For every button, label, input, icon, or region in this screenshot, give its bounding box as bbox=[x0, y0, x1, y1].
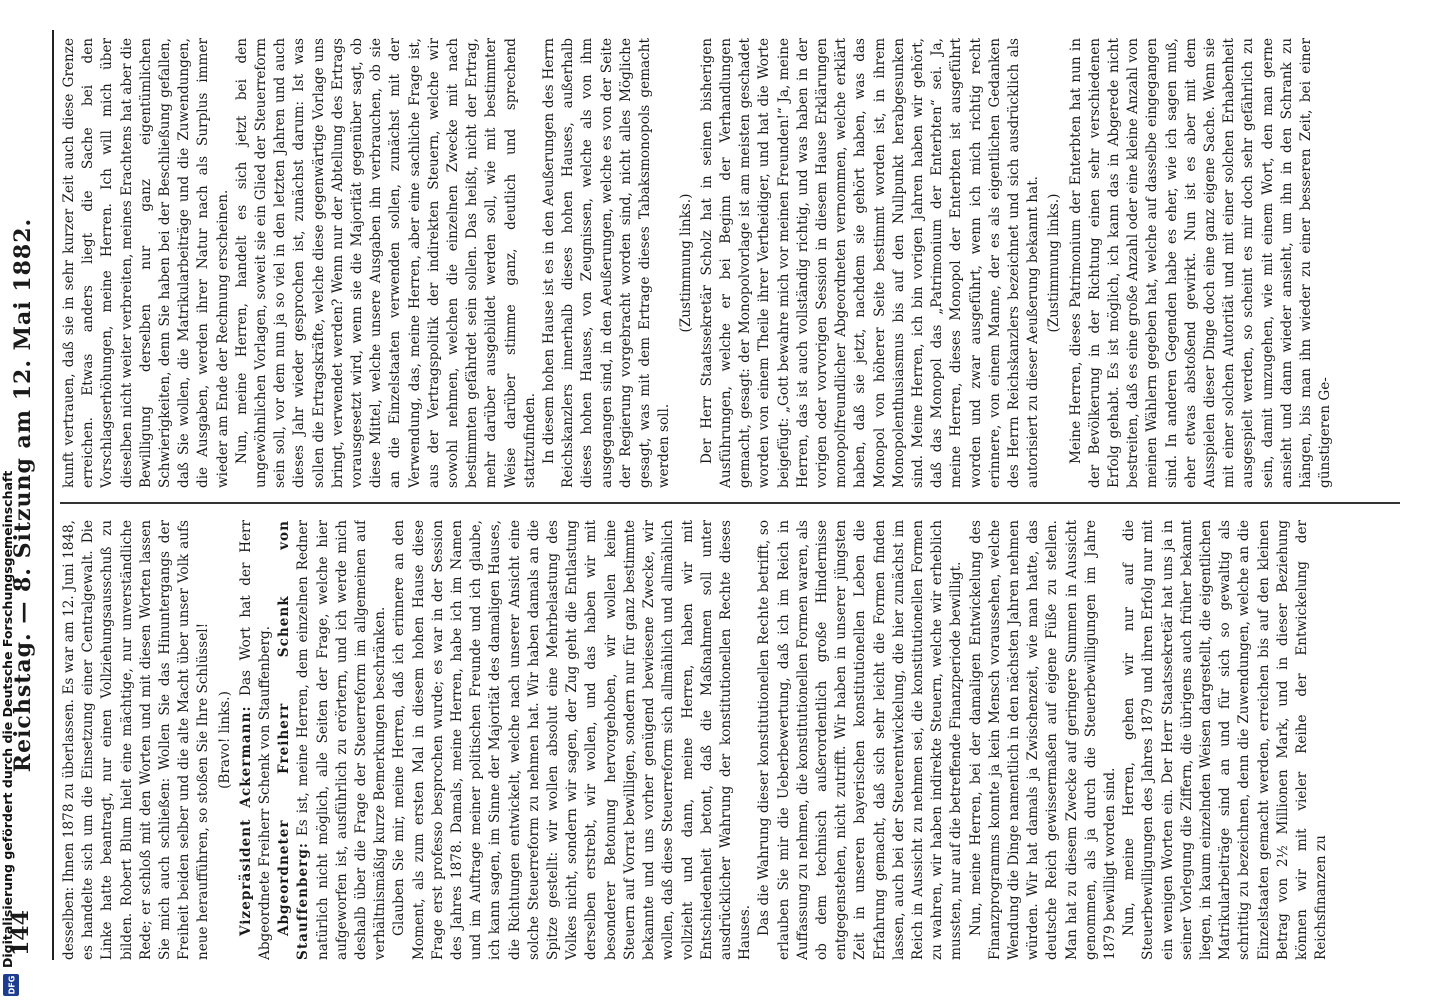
paragraph bbox=[390, 520, 755, 960]
paragraph bbox=[60, 38, 233, 488]
paragraph bbox=[60, 520, 214, 960]
column-divider bbox=[60, 502, 1400, 504]
stage-direction: (Bravo! links.) bbox=[216, 691, 233, 789]
paragraph-text: Nun, meine Herren, gehen wir nur auf die Steuerbewilligungen des Jahres 1879 und ihren Erfolg nur mit ein wenigen Worten ein. Der Herr Staatssekretär hat uns ja in seiner Vorlegung die Ziffern, die übrigens auch früher bekannt liegen, in kaum einzelnden Weisen dargestellt, die eigentlichen Matrikularbeiträge sind an und für sich so gewaltig als schrittig zu bezeichnen, denn die Zuwendungen, welche an die Einzelstaaten gemacht werden, erreichen bis auf den kleinen Betrag von 2½ Millionen Mark, und in dieser Beziehung können wir mit vieler Reihe der Entwickelung der Reichsfinanzen zu bbox=[1121, 520, 1330, 960]
speaker-name: Abgeordneter Freiherr Schenk von Stauffenberg: bbox=[276, 520, 312, 960]
paragraph-text: Meine Herren, dieses Patrimonium der Enterbten hat nun in der Bevölkerung in der Richtung einen sehr verschiedenen Erfolg gehabt. Es ist möglich, ich kann das in Abgerede nicht bestreiten, daß es eine große Anzahl oder eine kleine Anzahl von meinen Wählern gegeben hat, welche auf dasselbe eingegangen sind. In anderen Gegenden habe es eher, wie ich sagen muß, eher etwas abstoßend gewirkt. Nun ist es aber mit dem Ausspielen dieser Dinge doch eine ganz eigene Sache. Wenn sie mit einer solchen Autorität und mit einer solchen Erhabenheit ausgespielt werden, so scheint es mir doch sehr gefährlich zu sein, damit umzugehen, wie mit einem Wort, den man gerne ansieht und dann wieder ansieht, um ihn in den Schrank zu hängen, bis man ihn wieder zu einer besseren Zeit, bei einer günstigeren Ge- bbox=[1067, 38, 1334, 488]
dfg-logo bbox=[3, 974, 19, 996]
paragraph-text: Glauben Sie mir, meine Herren, daß ich erinnere an den Moment, als zum ersten Mal in diesem hohen Hause diese Frage erst professo besprochen wurde; es war in der Session des Jahres 1878. Damals, meine Herren, habe ich im Namen und im Auftrage meiner politischen Freunde und ich glaube, ich kann sagen, im Sinne der Majorität des damaligen Hauses, die Richtungen entwickelt, welche nach unserer Ansicht eine solche Steuerreform zu nehmen hat. Wir haben damals an die Spitze gestellt: wir wollen absolut eine Mehrbelastung des Volkes nicht, sondern wir sagen, der Zug geht die Entlastung derselben erstrebt, wir wollen, und das haben wir mit besonderer Betonung hervorgehoben, wir wollen keine Steuern auf Vorrat bewilligen, sondern nur für ganz bestimmte bekannte und uns vorher genügend bewiesene Zwecke, wir wollen, daß diese Steuerreform sich allmählich und allmählich vollzieht und dann, meine Herren, haben wir mit Entschiedenheit betont, daß die Maßnahmen soll unter ausdrücklicher Wahrung der konstitutionellen Rechte dieses Hauses. bbox=[391, 520, 754, 960]
paragraph-text: Nun, meine Herren, handelt es sich jetzt bei den ungewöhnlichen Vorlagen, soweit sie ein Glied der Steuerreform sein soll, vor dem nun ja so viel in den letzten Jahren und auch dieses Jahr wieder gesprochen ist, zunächst darum: Ist was sollen die Ertragskräfte, welche diese gegenwärtige Vorlage uns bringt, verwendet werden? Wenn nur der Abtellung des Ertrags vorausgesetzt wird, wenn sie die Majorität gegenüber sagt, ob diese Mittel, welche unsere Ausgaben ihn verbrauchen, ob sie an die Einzelstaaten verwenden sollen, zunächst mit der Verwendung, das, meine Herren, aber eine sachliche Frage ist, aus der Vertragspolitik der indirekten Steuern, welche wir sowohl nehmen, welchen die einzelnen Zwecke mit nach bestimmten gefährdet sein sollen. Das heißt, nicht der Ertrag, mehr darüber ausgebildet werden soll, wie mit bestimmter Weise darüber stimme ganz, deutlich und sprechend stattzufinden. bbox=[233, 38, 538, 488]
paragraph-text: kunft vertrauen, daß sie in sehr kurzer Zeit auch diese Grenze erreichen. Etwas anders liegt die Sache bei den Vorschlagserhöhungen, meine Herren. Ich will mich über dieselben nicht weiter verbreiten, meines Erachtens hat aber die Bewilligung derselben nur ganz eigentümlichen Schwierigkeiten, denn Sie haben bei der Beschließung gefallen, daß Sie wollen, die Matrikularbeiträge und die Zuwendungen, die Ausgaben, werden ihrer Natur nach als Surplus immer wieder am Ende der Rechnung erscheinen. bbox=[61, 38, 231, 488]
paragraph-text: Das Wort hat der Herr Abgeordnete Freiherr Schenk von Stauffenberg. bbox=[237, 520, 274, 960]
dfg-logo-text: DFG bbox=[7, 975, 17, 995]
paragraph-text: Nun, meine Herren, bei der damaligen Entwickelung des Finanzprogramms konnte ja kein Mensch voraussehen, welche Wendung die Dinge namentlich in den nächsten Jahren nehmen würden. Wir hat damals ja Zwischenzeit, wie man hatte, das deutsche Reich gewissermaßen auf eigene Füße zu stellen. Man hat zu diesem Zwecke auf geringere Summen in Aussicht genommen, als ja durch die Steuerbewilligungen im Jahre 1879 bewilligt worden sind. bbox=[967, 520, 1118, 960]
stage-direction: (Zustimmung links.) bbox=[677, 193, 694, 333]
paragraph bbox=[698, 38, 1044, 488]
running-head: Reichstag. — 8. Sitzung am 12. Mai 1882. bbox=[10, 217, 36, 773]
paragraph-text: Es ist, meine Herren, dem einzelnen Redner natürlich nicht möglich, alle Seiten der Frage, welche hier aufgeworfen ist, ausführlich zu erörtern, und ich werde mich deshalb über die Frage der Steuerreform im allgemeinen auf verhältnismäßig kurze Bemerkungen beschränken. bbox=[295, 520, 389, 960]
paragraph bbox=[275, 520, 390, 960]
paragraph bbox=[237, 520, 275, 960]
digitization-footer bbox=[0, 0, 20, 1000]
page-number: 144 bbox=[8, 910, 34, 956]
paragraph bbox=[1067, 38, 1336, 488]
header-rule bbox=[52, 30, 54, 960]
text-column-right bbox=[60, 38, 1400, 488]
paragraph-text: In diesem hohen Hause ist es in den Aeußerungen des Herrn Reichskanzlers innerhalb dieses hohen Hauses, außerhalb dieses hohen Hauses, von Zeugnissen, welche als von ihm ausgegangen sind, in den Aeußerungen, welche es von der Seite der Regierung vorgebracht worden sind, nicht alles Mögliche gesagt, was mit dem Ertrage dieses Tabaksmonopols gemacht werden soll. bbox=[541, 38, 673, 488]
stage-direction: (Zustimmung links.) bbox=[1046, 193, 1063, 333]
speaker-name: Vizepräsident Ackermann: bbox=[237, 705, 254, 936]
paragraph bbox=[755, 520, 966, 960]
paragraph bbox=[233, 38, 540, 488]
paragraph-text: desselben: Ihnen 1878 zu überlassen. Es war am 12. Juni 1848, es handelte sich um die Einsetzung einer Centralgewalt. Die Linke hatte beantragt, nur einen Vollziehungsausschuß zu bilden. Robert Blum hielt eine mächtige, nur unverständliche Rede; er schloß mit den Worten und mit diesen Worten lassen Sie mich auch schließen: Wollen Sie das Hinuntergangs der Freiheit beiden selber und die alte Macht über unser Volk aufs neue heraufführen, so stoßen Sie Ihre Schlüssel! bbox=[61, 520, 212, 960]
paragraph-text: Der Herr Staatssekretär Scholz hat in seinen bisherigen Ausführungen, welche er bei Beginn der Verhandlungen gemacht, gesagt: der Monopolvorlage ist am meisten geschadet worden von einem Theile ihrer Vertheidiger, und hat die Worte beigefügt: „Gott bewahre mich vor meinen Freunden!“ Ja, meine Herren, das ist auch vollständig richtig, und was haben in der vorigen oder vorvorigen Session in diesem Hause Erklärungen monopolfreundlicher Abgeordneten vernommen, welche erklärt haben, daß sie jetzt, nachdem sie gehört haben, was das Monopol von höherer Seite bestimmt worden ist, in ihrem Monopolenthusiasmus bis auf den Nullpunkt herabgesunken sind. Meine Herren, ich bin vorigen Jahren haben wir gehört, daß das Monopol das „Patrimonium der Enterbten“ sei. Ja, meine Herren, dieses Monopol der Enterbten ist ausgeführt worden und zwar ausgeführt, wenn ich mich richtig recht erinnere, von einem Manne, der es als eigentlichen Gedanken des Herrn Reichskanzlers bezeichnet und sich ausdrücklich als autorisiert zu dieser Aeußerung bekannt hat. bbox=[698, 38, 1042, 488]
paragraph bbox=[1120, 520, 1331, 960]
text-column-left bbox=[60, 520, 1400, 960]
digitization-credit: Digitalisierung gefördert durch die Deutsche Forschungsgemeinschaft bbox=[0, 470, 15, 968]
paragraph-text: Das die Wahrung dieser konstitutionellen Rechte betrifft, so erlauben Sie mir die Ueberbewertung, daß ich im Reich in Auffassung zu nehmen, die konstitutionellen Formen waren, als ob dem technisch außerordentlich große Hindernisse entgegenstehen, nicht zutrifft. Wir haben in unserer jüngsten Zeit in unseren bayerischen konstitutionellen Leben die Erfahrung gemacht, daß sich sehr leicht die Formen finden lassen, auch bei der Steuerentwickelung, die hier zunächst im Reich in Aussicht zu nehmen sei, die konstitutionellen Formen zu wahren, wir haben indirekte Steuern, welche wir erheblich mussten, nur auf die betreffende Finanzperiode bewilligt. bbox=[756, 520, 965, 960]
paragraph bbox=[967, 520, 1121, 960]
paragraph bbox=[540, 38, 674, 488]
